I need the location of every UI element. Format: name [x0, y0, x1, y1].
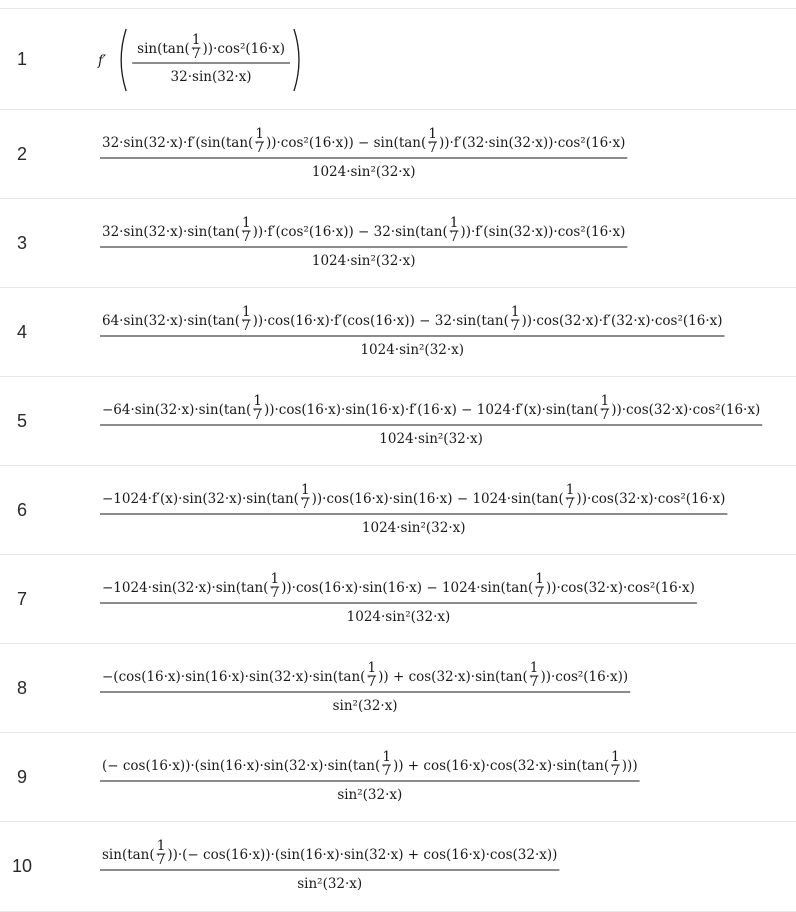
step-expression — [100, 822, 559, 911]
step-number: 4 — [16, 322, 27, 342]
fraction-denominator: 7 — [242, 228, 251, 245]
fraction-denominator: 7 — [382, 762, 391, 779]
denominator — [297, 876, 362, 892]
math-formula — [100, 392, 762, 452]
fraction-denominator: 7 — [253, 406, 262, 423]
step-expression — [100, 555, 697, 644]
fraction-denominator: 7 — [270, 584, 280, 601]
denominator — [337, 787, 402, 803]
fraction-numerator: 1 — [191, 31, 201, 48]
math-run: 1024·sin²(32·x) — [379, 430, 483, 447]
denominator — [312, 253, 416, 269]
math-run: (− cos(16·x))·(sin(16·x)·sin(32·x)·sin(tan( — [102, 757, 381, 774]
step-number: 5 — [16, 411, 27, 431]
math-run: −1024·f′(x)·sin(32·x)·sin(tan( — [102, 490, 299, 507]
math-formula — [100, 659, 630, 719]
math-run: 32·sin(32·x) — [170, 68, 252, 85]
step-row — [0, 554, 796, 644]
step-number: 7 — [16, 589, 27, 609]
fraction-denominator: 7 — [611, 762, 620, 779]
math-run: −1024·sin(32·x)·sin(tan( — [102, 579, 269, 596]
math-formula — [98, 25, 304, 95]
denominator — [360, 342, 464, 358]
math-run: ))·cos(32·x)·cos²(16·x) — [576, 490, 726, 507]
fraction-numerator: 1 — [600, 392, 610, 409]
math-run: ))·cos(32·x)·f′(32·x)·cos²(16·x) — [521, 312, 723, 329]
fraction-numerator: 1 — [242, 303, 251, 320]
fraction-denominator: 7 — [156, 851, 166, 868]
denominator — [362, 520, 466, 536]
numerator — [102, 215, 625, 245]
fraction-numerator: 1 — [367, 659, 377, 676]
numerator — [102, 393, 760, 423]
fraction-denominator: 7 — [600, 406, 610, 423]
fraction-denominator: 7 — [535, 584, 544, 601]
math-run: ))·f′(32·sin(32·x))·cos²(16·x) — [438, 134, 626, 151]
step-number: 8 — [16, 678, 27, 698]
math-formula — [100, 481, 727, 541]
math-run: ))) — [621, 757, 638, 774]
numerator — [102, 749, 638, 779]
math-run: ))·cos(16·x)·sin(16·x) − 1024·sin(tan( — [311, 490, 564, 507]
math-formula — [100, 837, 559, 897]
denominator — [171, 69, 252, 85]
math-run: 1024·sin²(32·x) — [360, 341, 465, 358]
fraction-denominator: 7 — [367, 673, 377, 690]
fraction-numerator: 1 — [535, 570, 544, 587]
step-row — [0, 376, 796, 466]
fraction-numerator: 1 — [156, 837, 166, 854]
math-run: sin(tan( — [137, 40, 190, 57]
math-run: 1024·sin²(32·x) — [346, 608, 451, 625]
math-run: ))·cos(16·x)·sin(16·x)·f′(16·x) − 1024·f′(x)·sin(tan( — [263, 401, 599, 418]
step-row — [0, 8, 796, 110]
fraction-denominator: 7 — [529, 673, 539, 690]
fraction-numerator: 1 — [611, 748, 620, 765]
math-run: ))·cos(16·x)·sin(16·x) − 1024·sin(tan( — [281, 579, 534, 596]
math-run: 32·sin(32·x)·f′(sin(tan( — [102, 134, 254, 151]
numerator — [102, 838, 557, 868]
numerator — [102, 304, 723, 334]
fraction-denominator: 7 — [242, 317, 251, 334]
math-run: 32·sin(32·x)·sin(tan( — [102, 223, 240, 240]
math-run: −(cos(16·x)·sin(16·x)·sin(32·x)·sin(tan( — [102, 668, 366, 685]
denominator — [379, 431, 483, 447]
math-run: ))·cos²(16·x)) — [540, 668, 629, 685]
step-number: 2 — [16, 144, 27, 164]
math-formula — [100, 748, 640, 808]
denominator — [333, 698, 398, 714]
right-paren — [294, 29, 299, 91]
math-formula — [100, 214, 627, 274]
step-expression — [100, 110, 627, 199]
step-row — [0, 643, 796, 733]
math-run: 1024·sin²(32·x) — [311, 163, 416, 180]
fraction-numerator: 1 — [253, 392, 262, 409]
fraction-denominator: 7 — [449, 228, 459, 245]
step-expression — [100, 466, 727, 555]
fraction-denominator: 7 — [301, 495, 310, 512]
numerator — [137, 32, 285, 62]
math-run: ))·cos²(16·x)) − sin(tan( — [265, 134, 427, 151]
math-run: ))·f′(sin(32·x))·cos²(16·x) — [460, 223, 626, 240]
math-run: sin²(32·x) — [332, 697, 398, 714]
step-expression — [100, 644, 630, 733]
denominator — [347, 609, 451, 625]
fraction-numerator: 1 — [449, 214, 459, 231]
step-number: 6 — [16, 500, 27, 520]
numerator — [102, 571, 695, 601]
fraction-numerator: 1 — [510, 303, 520, 320]
left-paren — [121, 29, 126, 91]
math-run: 1024·sin²(32·x) — [311, 252, 416, 269]
math-run: 1024·sin²(32·x) — [361, 519, 466, 536]
math-run: )) + cos(32·x)·sin(tan( — [378, 668, 528, 685]
numerator — [102, 482, 725, 512]
step-expression — [98, 9, 304, 110]
fraction-numerator: 1 — [242, 214, 251, 231]
fraction-denominator: 7 — [510, 317, 520, 334]
math-run: sin²(32·x) — [337, 786, 403, 803]
math-run: 64·sin(32·x)·sin(tan( — [102, 312, 240, 329]
function-symbol: f′ — [98, 52, 107, 69]
math-formula — [100, 570, 697, 630]
math-run: ))·cos(32·x)·cos²(16·x) — [545, 579, 695, 596]
fraction-denominator: 7 — [428, 139, 437, 156]
math-run: −64·sin(32·x)·sin(tan( — [102, 401, 252, 418]
math-formula — [100, 303, 725, 363]
math-run: sin²(32·x) — [297, 875, 363, 892]
fraction-numerator: 1 — [301, 481, 310, 498]
numerator — [102, 660, 628, 690]
fraction-numerator: 1 — [270, 570, 280, 587]
step-row — [0, 287, 796, 377]
step-expression — [100, 288, 725, 377]
step-row — [0, 109, 796, 199]
fraction-denominator: 7 — [255, 139, 264, 156]
math-run: ))·f′(cos²(16·x)) − 32·sin(tan( — [252, 223, 448, 240]
step-expression — [100, 377, 762, 466]
math-run: ))·cos²(16·x) — [202, 40, 285, 57]
fraction-numerator: 1 — [255, 125, 264, 142]
step-number: 9 — [16, 767, 27, 787]
fraction-numerator: 1 — [428, 125, 437, 142]
fraction-numerator: 1 — [382, 748, 391, 765]
fraction-denominator: 7 — [565, 495, 575, 512]
math-run: ))·cos(32·x)·cos²(16·x) — [611, 401, 761, 418]
numerator — [102, 126, 625, 156]
math-run: ))·cos(16·x)·f′(cos(16·x)) − 32·sin(tan( — [252, 312, 509, 329]
math-run: )) + cos(16·x)·cos(32·x)·sin(tan( — [392, 757, 610, 774]
step-row — [0, 198, 796, 288]
math-run: sin(tan( — [102, 846, 155, 863]
math-run: ))·(− cos(16·x))·(sin(16·x)·sin(32·x) + cos(16·x)·cos(32·x)) — [167, 846, 558, 863]
step-expression — [100, 199, 627, 288]
fraction-numerator: 1 — [529, 659, 539, 676]
step-row — [0, 821, 796, 912]
math-formula — [100, 125, 627, 185]
step-expression — [100, 733, 640, 822]
fraction-numerator: 1 — [565, 481, 575, 498]
denominator — [312, 164, 416, 180]
step-number: 3 — [16, 233, 27, 253]
step-row — [0, 732, 796, 822]
fraction-denominator: 7 — [191, 45, 201, 62]
step-row — [0, 465, 796, 555]
step-number: 10 — [11, 856, 33, 876]
step-number: 1 — [16, 49, 27, 69]
